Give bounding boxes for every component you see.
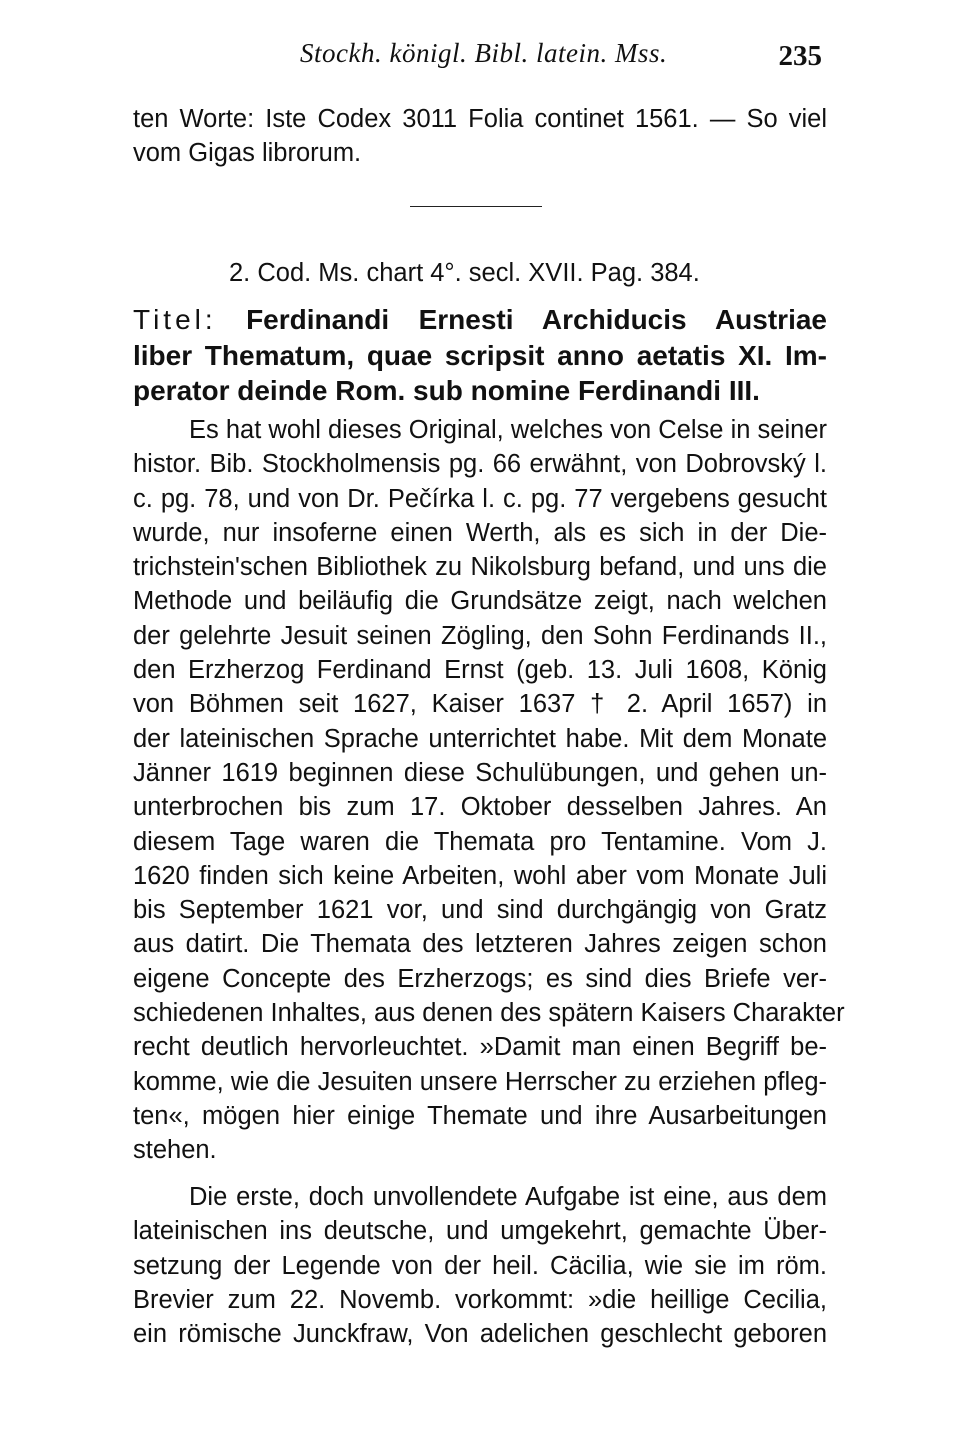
title-line: perator deinde Rom. sub nomine Ferdinandi III. <box>133 375 760 406</box>
paragraph-description <box>133 413 845 1168</box>
text-line: setzung der Legende von der heil. Cäcilia, wie sie im röm. <box>133 1251 827 1280</box>
text-line: trichstein'schen Bibliothek zu Nikolsburg befand, und uns die <box>133 553 827 582</box>
text-line: 1620 finden sich keine Arbeiten, wohl aber vom Monate Juli <box>133 861 827 890</box>
text-line: Es hat wohl dieses Original, welches von Celse in seiner <box>189 416 827 444</box>
text-line: eigene Concepte des Erzherzogs; es sind dies Briefe ver- <box>133 964 827 993</box>
text-line: bis September 1621 vor, und sind durchgängig von Gratz <box>133 896 827 925</box>
text-line: vom Gigas librorum. <box>133 139 362 168</box>
intro-continuation <box>133 102 827 171</box>
text-line: Brevier zum 22. Novemb. vorkommt: »die heillige Cecilia, <box>133 1285 827 1314</box>
text-line: ein römische Junckfraw, Von adelichen geschlecht geboren <box>133 1320 827 1349</box>
entry-title <box>133 302 827 409</box>
text-line: der lateinischen Sprache unterrichtet habe. Mit dem Monate <box>133 724 827 753</box>
text-line: Die erste, doch unvollendete Aufgabe ist eine, aus dem <box>189 1183 827 1211</box>
text-line: von Böhmen seit 1627, Kaiser 1637 † 2. April 1657) in <box>133 690 827 719</box>
text-line: ten«, mögen hier einige Themate und ihre Ausarbeitungen <box>133 1101 827 1130</box>
text-line: den Erzherzog Ferdinand Ernst (geb. 13. Juli 1608, König <box>133 656 827 685</box>
text-line: Methode und beiläufig die Grundsätze zeigt, nach welchen <box>133 587 827 616</box>
text-line: Jänner 1619 beginnen diese Schulübungen, und gehen un- <box>133 758 827 787</box>
title-line: liber Thematum, quae scripsit anno aetatis XI. Im- <box>133 339 827 371</box>
paragraph-translation <box>133 1180 827 1351</box>
text-line: histor. Bib. Stockholmensis pg. 66 erwähnt, von Dobrovský l. <box>133 450 827 479</box>
text-line: ten Worte: Iste Codex 3011 Folia continet 1561. — So viel <box>133 105 827 133</box>
page-number: 235 <box>778 40 822 72</box>
text-line: schiedenen Inhaltes, aus denen des spätern Kaisers Charakter <box>133 999 845 1028</box>
text-line: komme, wie die Jesuiten unsere Herrscher zu erziehen pfleg- <box>133 1067 827 1096</box>
running-head: Stockh. königl. Bibl. latein. Mss. <box>300 38 668 68</box>
text-line: recht deutlich hervorleuchtet. »Damit man einen Begriff be- <box>133 1033 827 1062</box>
text-line: diesem Tage waren die Themata pro Tentamine. Vom J. <box>133 827 827 856</box>
text-line: wurde, nur insoferne einen Werth, als es sich in der Die- <box>133 518 827 547</box>
text-line: aus datirt. Die Themata des letzteren Jahres zeigen schon <box>133 930 827 959</box>
title-line <box>133 302 827 338</box>
text-line: der gelehrte Jesuit seinen Zögling, den Sohn Ferdinands II., <box>133 621 827 650</box>
text-line: stehen. <box>133 1136 217 1165</box>
text-line: unterbrochen bis zum 17. Oktober desselben Jahres. An <box>133 793 827 822</box>
title-text: Ferdinandi Ernesti Archiducis Austriae <box>246 304 828 335</box>
text-line: c. pg. 78, und von Dr. Pečírka l. c. pg. 77 vergebens gesucht <box>133 484 827 513</box>
entry-heading: 2. Cod. Ms. chart 4°. secl. XVII. Pag. 384. <box>229 259 700 287</box>
title-label: Titel: <box>133 304 217 335</box>
text-line: lateinischen ins deutsche, und umgekehrt, gemachte Über- <box>133 1217 827 1246</box>
section-divider <box>410 206 542 207</box>
